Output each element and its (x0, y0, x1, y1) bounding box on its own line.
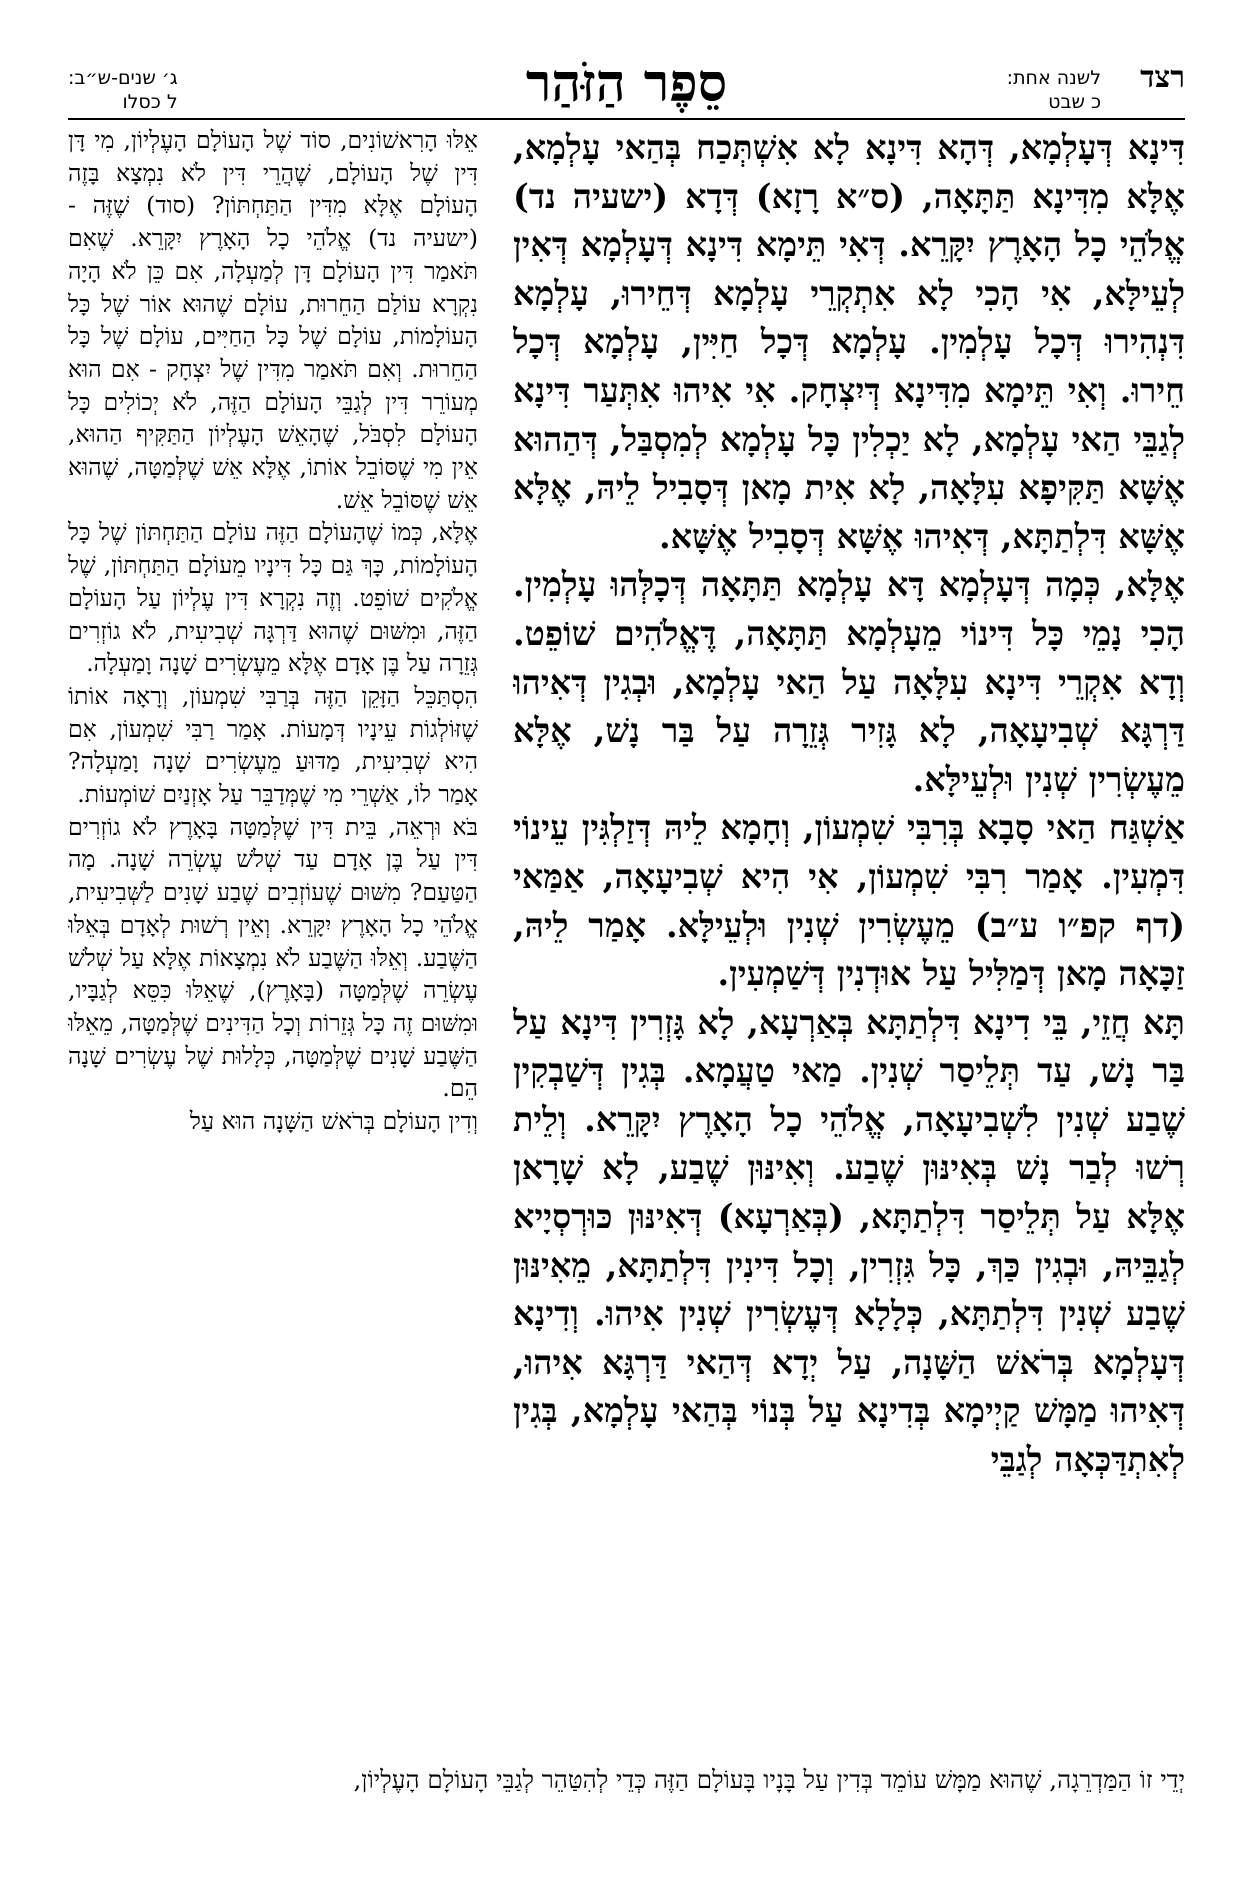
schedule-label: לשנה אחת: (1006, 67, 1101, 89)
main-paragraph: דִּינָא דְּעָלְמָא, דְּהָא דִּינָא לָא אִשְׁתְּכַח בְּהַאי עָלְמָא, אֶלָּא מִדִּינָא תַּתָּאָה, (ס״א רָזָא) דְּדָא (ישעיה נד) אֱלֹהֵי כָל הָאָרֶץ יִקָּרֵא. דְּאִי תֵּימָא דִּינָא דְּעָלְמָא דְּאִין לְעֵילָּא, אִי הָכִי לָא אִתְקְרֵי עָלְמָא דְּחֵירוּ, עָלְמָא דִּנְהִירוּ דְּכָל עָלְמִין. עָלְמָא דְּכָל חַיִּין, עָלְמָא דְּכָל חֵירוּ. וְאִי תֵּימָא מִדִּינָא דְּיִצְחָק. אִי אִיהוּ אִתְּעַר דִּינָא לְגַבֵּי הַאי עָלְמָא, לָא יַכְלִין כָּל עָלְמָא לְמִסְבַּל, דְּהַהוּא אֶשָּׁא תַּקִּיפָא עִלָּאָה, לָא אִית מָאן דְּסָבִיל לֵיהּ, אֶלָּא אֶשָּׁא דִּלְתַתָּא, דְּאִיהוּ אֶשָּׁא דְּסָבִיל אֶשָּׁא. (513, 128, 1185, 556)
reading-schedule-three-years (68, 66, 178, 114)
aramaic-text-column (513, 124, 1185, 1760)
hebrew-translation-column (68, 124, 478, 1760)
book-title: סֵפֶר הַזֹּהַר (525, 53, 728, 114)
page-number: רצד (1140, 60, 1185, 95)
translation-paragraph: אֶלָּא, כְּמוֹ שֶׁהָעוֹלָם הַזֶּה עוֹלָם הַתַּחְתּוֹן שֶׁל כָּל הָעוֹלָמוֹת, כָּךְ גַּם כָּל דִּינָיו מֵעוֹלָם הַתַּחְתּוֹן, שֶׁל אֱלֹקִים שׁוֹפֵט. וְזֶה נִקְרָא דִּין עֶלְיוֹן עַל הָעוֹלָם הַזֶּה, וּמִשּׁוּם שֶׁהוּא דַּרְגָּה שְׁבִיעִית, לֹא גוֹזְרִים גְּזֵרָה עַל בֶּן אָדָם אֶלָּא מֵעֶשְׂרִים שָׁנָה וָמַעְלָה. (68, 518, 478, 678)
schedule-date: ל כסלו (122, 91, 178, 113)
main-paragraph: אֶלָּא, כְּמָה דְּעָלְמָא דָּא עָלְמָא תַּתָּאָה דְּכָלְּהוּ עָלְמִין. הָכִי נָמֵי כָּל דִּינוֹי מֵעָלְמָא תַּתָּאָה, דֶּאֱלֹהִים שׁוֹפֵט. וְדָא אִקְרֵי דִּינָא עִלָּאָה עַל הַאי עָלְמָא, וּבְגִין דְּאִיהוּ דַּרְגָּא שְׁבִיעָאָה, לָא גָּזִיר גְּזֵרָה עַל בַּר נָשׁ, אֶלָּא מֵעֶשְׂרִין שְׁנִין וּלְעֵילָּא. (513, 565, 1185, 799)
translation-continuation-line: יְדֵי זוֹ הַמַּדְרֵגָה, שֶׁהוּא מַמָּשׁ עוֹמֵד בְּדִין עַל בָּנָיו בָּעוֹלָם הַזֶּה כְּדֵי לְהִטַּהֵר לְגַבֵּי הָעוֹלָם הָעֶלְיוֹן, (353, 1765, 1185, 1794)
main-paragraph: אַשְׁגַּח הַאי סָבָא בְּרִבִּי שִׁמְעוֹן, וְחָמָא לֵיהּ דְּזַלְגִּין עֵינוֹי דִּמְעִין. אָמַר רִבִּי שִׁמְעוֹן, אִי הִיא שְׁבִיעָאָה, אַמַּאי (דף קפ״ו ע״ב) מֵעֶשְׂרִין שְׁנִין וּלְעֵילָּא. אָמַר לֵיהּ, זַכָּאָה מָאן דְּמַלִּיל עַל אוּדְנִין דְּשַׁמְעִין. (513, 808, 1185, 994)
schedule-date: כ שבט (1048, 91, 1101, 113)
translation-paragraph: בֹּא וּרְאֵה, בֵּית דִּין שֶׁלְּמַטָּה בָּאָרֶץ לֹא גוֹזְרִים דִּין עַל בֶּן אָדָם עַד שְׁלֹשׁ עֶשְׂרֵה שָׁנָה. מָה הַטַּעַם? מִשּׁוּם שֶׁעוֹזְבִים שֶׁבַע שָׁנִים לַשְּׁבִיעִית, אֱלֹהֵי כָל הָאָרֶץ יִקָּרֵא. וְאֵין רְשׁוּת לְאָדָם בְּאֵלּוּ הַשֶּׁבַע. וְאֵלּוּ הַשֶּׁבַע לֹא נִמְצָאוֹת אֶלָּא עַל שְׁלֹשׁ עֶשְׂרֵה שֶׁלְּמַטָּה (בָּאָרֶץ), שֶׁאֵלּוּ כִּסֵּא לְגַבָּיו, וּמִשּׁוּם זֶה כָּל גְּזֵרוֹת וְכָל הַדִּינִים שֶׁלְּמַטָּה, מֵאֵלּוּ הַשֶּׁבַע שָׁנִים שֶׁלְּמַטָּה, כְּלָלוּת שֶׁל עֶשְׂרִים שָׁנָה הֵם. (68, 812, 478, 1103)
header-divider (68, 118, 1185, 120)
main-paragraph: תָּא חֲזֵי, בֵּי דִינָא דִּלְתַתָּא בְּאַרְעָא, לָא גָּזְרִין דִּינָא עַל בַּר נָשׁ, עַד תְּלֵיסַר שְׁנִין. מַאי טַעֲמָא. בְּגִין דְּשַׁבְקִין שֶׁבַע שְׁנִין לִשְׁבִיעָאָה, אֱלֹהֵי כָל הָאָרֶץ יִקָּרֵא. וְלֵית רְשׁוּ לְבַר נָשׁ בְּאִינּוּן שֶׁבַע. וְאִינּוּן שֶׁבַע, לָא שָׁרָאן אֶלָּא עַל תְּלֵיסַר דִּלְתַתָּא, (בְּאַרְעָא) דְּאִינּוּן כּוּרְסְיָיא לְגַבֵּיהּ, וּבְגִין כַּךְ, כָּל גִּזְרִין, וְכָל דִּינִין דִּלְתַתָּא, מֵאִינּוּן שֶׁבַע שְׁנִין דִּלְתַתָּא, כְּלָלָא דְּעֶשְׂרִין שְׁנִין אִיהוּ. וְדִינָא דְּעָלְמָא בְּרֹאשׁ הַשָּׁנָה, עַל יְדָא דְּהַאי דַּרְגָּא אִיהוּ, דְּאִיהוּ מַמָּשׁ קַיְימָא בְּדִינָא עַל בְּנוֹי בְּהַאי עָלְמָא, בְּגִין לְאִתְדַּכְּאָה לְגַבֵּי (513, 1002, 1185, 1480)
translation-paragraph: וְדִין הָעוֹלָם בְּרֹאשׁ הַשָּׁנָה הוּא עַל (189, 1107, 478, 1136)
schedule-label: ג׳ שנים-ש״ב: (68, 67, 178, 89)
translation-paragraph: אֵלּוּ הָרִאשׁוֹנִים, סוֹד שֶׁל הָעוֹלָם הָעֶלְיוֹן, מִי דָּן דִּין שֶׁל הָעוֹלָם, שֶׁהֲרֵי דִּין לֹא נִמְצָא בָּזֶה הָעוֹלָם אֶלָּא מִדִּין הַתַּחְתּוֹן? (סוד) שֶׁזֶּה - (ישעיה נד) אֱלֹהֵי כָל הָאָרֶץ יִקָּרֵא. שֶׁאִם תֹּאמַר דִּין הָעוֹלָם דָּן לְמַעְלָה, אִם כֵּן לֹא הָיָה נִקְרָא עוֹלַם הַחֵרוּת, עוֹלָם שֶׁהוּא אוֹר שֶׁל כָּל הָעוֹלָמוֹת, עוֹלָם שֶׁל כָּל הַחַיִּים, עוֹלָם שֶׁל כָּל הַחֵרוּת. וְאִם תֹּאמַר מִדִּין שֶׁל יִצְחָק - אִם הוּא מְעוֹרֵר דִּין לְגַבֵּי הָעוֹלָם הַזֶּה, לֹא יְכוֹלִים כָּל הָעוֹלָם לִסְבֹּל, שֶׁהָאֵשׁ הָעֶלְיוֹן הַתַּקִּיף הַהוּא, אֵין מִי שֶׁסּוֹבֵל אוֹתוֹ, אֶלָּא אֵשׁ שֶׁלְּמַטָּה, שֶׁהוּא אֵשׁ שֶׁסּוֹבֵל אֵשׁ. (68, 126, 478, 514)
translation-paragraph: הִסְתַּכֵּל הַזָּקֵן הַזֶּה בְּרַבִּי שִׁמְעוֹן, וְרָאָה אוֹתוֹ שֶׁזּוֹלְגוֹת עֵינָיו דְּמָעוֹת. אָמַר רַבִּי שִׁמְעוֹן, אִם הִיא שְׁבִיעִית, מַדּוּעַ מֵעֶשְׂרִים שָׁנָה וָמַעְלָה? אָמַר לוֹ, אַשְׁרֵי מִי שֶׁמְּדַבֵּר עַל אָזְנַיִם שׁוֹמְעוֹת. (68, 681, 478, 809)
